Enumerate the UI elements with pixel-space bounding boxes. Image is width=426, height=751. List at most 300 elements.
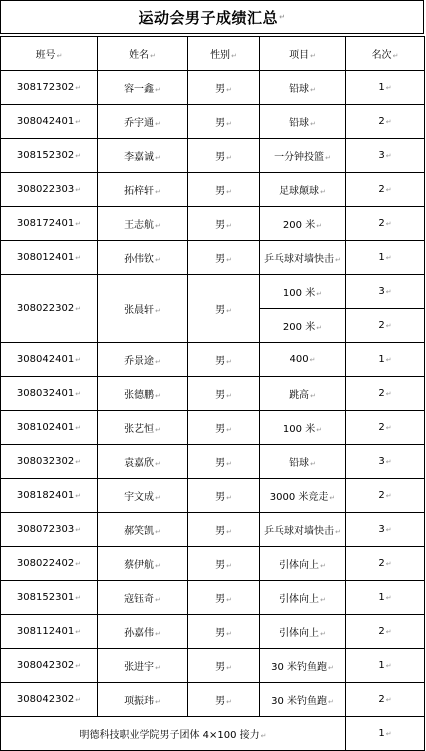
rank-cell	[346, 513, 425, 547]
table-row	[1, 513, 425, 547]
event-cell-text: 30 米钓鱼跑	[271, 662, 328, 673]
paragraph-mark: ↵	[385, 288, 392, 296]
class-cell-text: 308042401	[16, 116, 75, 127]
table-row	[1, 71, 425, 105]
paragraph-mark: ↵	[335, 528, 341, 536]
gender-cell-text: 男	[215, 594, 226, 605]
event-cell	[260, 411, 346, 445]
event-cell	[260, 377, 346, 411]
paragraph-mark: ↵	[226, 630, 232, 638]
event-cell-text: 30 米钓鱼跑	[271, 696, 328, 707]
rank-cell-text: 2	[378, 116, 385, 127]
paragraph-mark: ↵	[310, 52, 316, 60]
paragraph-mark: ↵	[75, 390, 82, 398]
paragraph-mark: ↵	[385, 84, 392, 92]
paragraph-mark: ↵	[155, 460, 161, 468]
rank-cell	[346, 479, 425, 513]
gender-cell	[188, 411, 260, 445]
gender-cell	[188, 649, 260, 683]
event-cell	[260, 513, 346, 547]
paragraph-mark: ↵	[385, 526, 392, 534]
rank-cell-text: 1	[378, 82, 385, 93]
name-cell	[98, 513, 188, 547]
header-event-text: 项目	[289, 50, 310, 61]
gender-cell-text: 男	[215, 696, 226, 707]
page-title	[0, 0, 424, 34]
gender-cell	[188, 71, 260, 105]
rank-cell-text: 2	[378, 558, 385, 569]
class-cell	[1, 207, 98, 241]
rank-cell-text: 2	[378, 388, 385, 399]
name-cell-text: 乔宇通	[124, 118, 155, 129]
paragraph-mark: ↵	[310, 460, 316, 468]
gender-cell	[188, 547, 260, 581]
gender-cell	[188, 105, 260, 139]
event-cell	[260, 173, 346, 207]
rank-cell	[346, 275, 425, 309]
rank-cell	[346, 377, 425, 411]
table-row	[1, 343, 425, 377]
paragraph-mark: ↵	[385, 628, 392, 636]
paragraph-mark: ↵	[385, 594, 392, 602]
rank-cell-text: 1	[378, 592, 385, 603]
paragraph-mark: ↵	[309, 356, 316, 364]
gender-cell	[188, 275, 260, 343]
class-cell-text: 308182401	[16, 490, 75, 501]
event-cell	[260, 547, 346, 581]
rank-cell	[346, 207, 425, 241]
gender-cell-text: 男	[215, 220, 226, 231]
class-cell-text: 308112401	[16, 626, 75, 637]
class-cell	[1, 71, 98, 105]
rank-cell-text: 1	[378, 660, 385, 671]
paragraph-mark: ↵	[75, 254, 82, 262]
gender-cell-text: 男	[215, 526, 226, 537]
class-cell-text: 308042302	[16, 694, 75, 705]
rank-cell-text: 2	[378, 694, 385, 705]
paragraph-mark: ↵	[226, 426, 232, 434]
gender-cell	[188, 343, 260, 377]
gender-cell-text: 男	[215, 458, 226, 469]
name-cell	[98, 275, 188, 343]
paragraph-mark: ↵	[226, 596, 232, 604]
relay-rank-cell-text: 1	[378, 728, 385, 739]
rank-cell-text: 2	[378, 320, 385, 331]
rank-cell	[346, 309, 425, 343]
paragraph-mark: ↵	[316, 222, 323, 230]
rank-cell	[346, 683, 425, 717]
paragraph-mark: ↵	[155, 188, 161, 196]
gender-cell	[188, 139, 260, 173]
name-cell-text: 孙伟钦	[124, 254, 155, 265]
class-cell-text: 308022303	[16, 184, 75, 195]
name-cell-text: 张德鹏	[124, 390, 155, 401]
event-cell	[260, 275, 346, 309]
paragraph-mark: ↵	[385, 424, 392, 432]
paragraph-mark: ↵	[310, 86, 316, 94]
paragraph-mark: ↵	[226, 460, 232, 468]
name-cell-text: 宇文成	[124, 492, 155, 503]
class-cell-text: 308172401	[16, 218, 75, 229]
name-cell	[98, 615, 188, 649]
results-table	[0, 36, 425, 751]
event-cell	[260, 649, 346, 683]
name-cell	[98, 241, 188, 275]
header-gender	[188, 37, 260, 71]
gender-cell	[188, 513, 260, 547]
class-cell	[1, 649, 98, 683]
paragraph-mark: ↵	[226, 562, 232, 570]
gender-cell	[188, 207, 260, 241]
event-cell	[260, 479, 346, 513]
paragraph-mark: ↵	[316, 324, 323, 332]
name-cell	[98, 343, 188, 377]
event-cell-text: 引体向上	[279, 628, 320, 639]
name-cell-text: 寇钰奇	[124, 594, 155, 605]
header-event	[260, 37, 346, 71]
paragraph-mark: ↵	[75, 424, 82, 432]
name-cell	[98, 479, 188, 513]
table-row	[1, 207, 425, 241]
paragraph-mark: ↵	[155, 630, 161, 638]
name-cell-text: 郝笑凯	[124, 526, 155, 537]
event-cell	[260, 71, 346, 105]
table-row	[1, 139, 425, 173]
name-cell-text: 袁嘉欣	[124, 458, 155, 469]
paragraph-mark: ↵	[316, 426, 323, 434]
class-cell	[1, 411, 98, 445]
class-cell-text: 308032401	[16, 388, 75, 399]
header-name	[98, 37, 188, 71]
paragraph-mark: ↵	[385, 390, 392, 398]
event-cell	[260, 105, 346, 139]
event-cell-text: 200 米	[282, 322, 316, 333]
paragraph-mark: ↵	[75, 492, 82, 500]
paragraph-mark: ↵	[226, 256, 232, 264]
class-cell	[1, 105, 98, 139]
paragraph-mark: ↵	[226, 307, 232, 315]
paragraph-mark: ↵	[226, 358, 232, 366]
paragraph-mark: ↵	[385, 696, 392, 704]
event-cell	[260, 581, 346, 615]
paragraph-mark: ↵	[75, 305, 82, 313]
gender-cell-text: 男	[215, 628, 226, 639]
paragraph-mark: ↵	[226, 222, 232, 230]
name-cell-text: 容一鑫	[124, 84, 155, 95]
name-cell-text: 蔡伊航	[124, 560, 155, 571]
gender-cell	[188, 241, 260, 275]
class-cell	[1, 547, 98, 581]
rank-cell	[346, 71, 425, 105]
name-cell	[98, 445, 188, 479]
class-cell	[1, 683, 98, 717]
class-cell-text: 308102401	[16, 422, 75, 433]
paragraph-mark: ↵	[329, 494, 336, 502]
event-cell-text: 引体向上	[279, 594, 320, 605]
event-cell	[260, 445, 346, 479]
paragraph-mark: ↵	[155, 392, 161, 400]
class-cell	[1, 343, 98, 377]
name-cell	[98, 139, 188, 173]
rank-cell-text: 2	[378, 218, 385, 229]
rank-cell-text: 2	[378, 626, 385, 637]
gender-cell-text: 男	[215, 254, 226, 265]
paragraph-mark: ↵	[75, 186, 82, 194]
name-cell	[98, 105, 188, 139]
class-cell-text: 308012401	[16, 252, 75, 263]
paragraph-mark: ↵	[75, 152, 82, 160]
table-row	[1, 615, 425, 649]
class-cell	[1, 377, 98, 411]
table-row	[1, 275, 425, 309]
paragraph-mark: ↵	[226, 698, 232, 706]
paragraph-mark: ↵	[155, 698, 161, 706]
relay-cell-text: 明德科技职业学院男子团体 4×100 接力	[79, 730, 260, 741]
paragraph-mark: ↵	[155, 222, 161, 230]
event-cell-text: 足球颠球	[279, 186, 320, 197]
rank-cell	[346, 343, 425, 377]
header-class	[1, 37, 98, 71]
class-cell	[1, 581, 98, 615]
table-row	[1, 411, 425, 445]
name-cell	[98, 71, 188, 105]
rank-cell-text: 3	[378, 456, 385, 467]
name-cell-text: 张进宇	[124, 662, 155, 673]
class-cell-text: 308152301	[16, 592, 75, 603]
event-cell	[260, 241, 346, 275]
event-cell	[260, 207, 346, 241]
name-cell	[98, 649, 188, 683]
rank-cell	[346, 615, 425, 649]
paragraph-mark: ↵	[226, 528, 232, 536]
table-row	[1, 173, 425, 207]
class-cell	[1, 275, 98, 343]
rank-cell	[346, 241, 425, 275]
paragraph-mark: ↵	[385, 186, 392, 194]
rank-cell-text: 3	[378, 150, 385, 161]
gender-cell-text: 男	[215, 356, 226, 367]
paragraph-mark: ↵	[385, 220, 392, 228]
header-rank	[346, 37, 425, 71]
paragraph-mark: ↵	[328, 698, 334, 706]
gender-cell-text: 男	[215, 305, 226, 316]
gender-cell	[188, 445, 260, 479]
rank-cell	[346, 649, 425, 683]
gender-cell	[188, 377, 260, 411]
paragraph-mark: ↵	[226, 154, 232, 162]
class-cell-text: 308152302	[16, 150, 75, 161]
class-cell-text: 308022402	[16, 558, 75, 569]
paragraph-mark: ↵	[75, 696, 82, 704]
paragraph-mark: ↵	[226, 494, 232, 502]
name-cell	[98, 411, 188, 445]
paragraph-mark: ↵	[75, 84, 82, 92]
event-cell-text: 100 米	[282, 288, 316, 299]
class-cell-text: 308172302	[16, 82, 75, 93]
event-cell-text: 铅球	[289, 84, 310, 95]
gender-cell-text: 男	[215, 560, 226, 571]
name-cell	[98, 173, 188, 207]
paragraph-mark: ↵	[155, 154, 161, 162]
header-rank-text: 名次	[371, 50, 392, 61]
paragraph-mark: ↵	[385, 118, 392, 126]
paragraph-mark: ↵	[75, 458, 82, 466]
rank-cell	[346, 139, 425, 173]
header-class-text: 班号	[35, 50, 56, 61]
gender-cell-text: 男	[215, 118, 226, 129]
rank-cell-text: 2	[378, 184, 385, 195]
paragraph-mark: ↵	[320, 630, 326, 638]
gender-cell	[188, 581, 260, 615]
rank-cell-text: 3	[378, 524, 385, 535]
paragraph-mark: ↵	[155, 664, 161, 672]
name-cell-text: 张艺恒	[124, 424, 155, 435]
gender-cell-text: 男	[215, 186, 226, 197]
table-row	[1, 683, 425, 717]
name-cell-text: 李嘉诚	[124, 152, 155, 163]
paragraph-mark: ↵	[385, 356, 392, 364]
paragraph-mark: ↵	[155, 358, 161, 366]
gender-cell-text: 男	[215, 390, 226, 401]
paragraph-mark: ↵	[231, 52, 237, 60]
paragraph-mark: ↵	[75, 118, 82, 126]
gender-cell	[188, 683, 260, 717]
event-cell-text: 铅球	[289, 458, 310, 469]
gender-cell-text: 男	[215, 84, 226, 95]
paragraph-mark: ↵	[335, 256, 341, 264]
rank-cell	[346, 411, 425, 445]
rank-cell-text: 3	[378, 286, 385, 297]
gender-cell-text: 男	[215, 662, 226, 673]
rank-cell	[346, 173, 425, 207]
paragraph-mark: ↵	[385, 492, 392, 500]
event-cell	[260, 309, 346, 343]
class-cell	[1, 173, 98, 207]
paragraph-mark: ↵	[385, 662, 392, 670]
paragraph-mark: ↵	[310, 120, 316, 128]
gender-cell-text: 男	[215, 492, 226, 503]
rank-cell-text: 1	[378, 354, 385, 365]
paragraph-mark: ↵	[385, 254, 392, 262]
paragraph-mark: ↵	[385, 152, 392, 160]
paragraph-mark: ↵	[392, 52, 399, 60]
paragraph-mark: ↵	[316, 290, 323, 298]
paragraph-mark: ↵	[75, 356, 82, 364]
paragraph-mark: ↵	[155, 528, 161, 536]
rank-cell-text: 2	[378, 422, 385, 433]
paragraph-mark: ↵	[75, 594, 82, 602]
table-row	[1, 241, 425, 275]
paragraph-mark: ↵	[310, 392, 316, 400]
relay-rank-cell	[346, 717, 425, 751]
paragraph-mark: ↵	[320, 562, 326, 570]
rank-cell	[346, 445, 425, 479]
paragraph-mark: ↵	[155, 120, 161, 128]
name-cell-text: 王志航	[124, 220, 155, 231]
gender-cell-text: 男	[215, 152, 226, 163]
paragraph-mark: ↵	[56, 52, 63, 60]
paragraph-mark: ↵	[385, 322, 392, 330]
name-cell-text: 乔景途	[124, 356, 155, 367]
paragraph-mark: ↵	[155, 562, 161, 570]
paragraph-mark: ↵	[155, 256, 161, 264]
gender-cell-text: 男	[215, 424, 226, 435]
name-cell-text: 孙嘉伟	[124, 628, 155, 639]
paragraph-mark: ↵	[320, 596, 326, 604]
paragraph-mark: ↵	[320, 188, 326, 196]
class-cell	[1, 513, 98, 547]
class-cell	[1, 615, 98, 649]
paragraph-mark: ↵	[226, 664, 232, 672]
header-gender-text: 性别	[210, 50, 231, 61]
title-text: 运动会男子成绩汇总	[138, 8, 279, 27]
event-cell-text: 乒乓球对墙快击	[264, 526, 335, 537]
table-row	[1, 377, 425, 411]
event-cell-text: 3000 米竞走	[269, 492, 329, 503]
event-cell-text: 一分钟投篮	[274, 152, 325, 163]
table-row	[1, 581, 425, 615]
rank-cell	[346, 105, 425, 139]
paragraph-mark: ↵	[226, 120, 232, 128]
class-cell-text: 308032302	[16, 456, 75, 467]
paragraph-mark: ↵	[226, 188, 232, 196]
class-cell	[1, 479, 98, 513]
class-cell	[1, 241, 98, 275]
event-cell	[260, 615, 346, 649]
class-cell-text: 308042302	[16, 660, 75, 671]
paragraph-mark: ↵	[385, 730, 392, 738]
table-row	[1, 105, 425, 139]
gender-cell	[188, 479, 260, 513]
header-row	[1, 37, 425, 71]
rank-cell-text: 1	[378, 252, 385, 263]
name-cell	[98, 581, 188, 615]
table-row	[1, 649, 425, 683]
event-cell	[260, 139, 346, 173]
name-cell-text: 拓梓轩	[124, 186, 155, 197]
name-cell	[98, 207, 188, 241]
table-row	[1, 547, 425, 581]
paragraph-mark: ↵	[75, 526, 82, 534]
class-cell-text: 308022302	[16, 303, 75, 314]
paragraph-mark: ↵	[75, 220, 82, 228]
relay-cell	[1, 717, 346, 751]
event-cell	[260, 683, 346, 717]
class-cell	[1, 139, 98, 173]
rank-cell	[346, 547, 425, 581]
event-cell-text: 400	[289, 354, 309, 365]
paragraph-mark: ↵	[75, 560, 82, 568]
name-cell-text: 张晨轩	[124, 305, 155, 316]
rank-cell	[346, 581, 425, 615]
paragraph-mark: ↵	[155, 307, 161, 315]
class-cell-text: 308042401	[16, 354, 75, 365]
name-cell-text: 项振玮	[124, 696, 155, 707]
relay-row	[1, 717, 425, 751]
event-cell-text: 200 米	[282, 220, 316, 231]
paragraph-mark: ↵	[385, 458, 392, 466]
class-cell-text: 308072303	[16, 524, 75, 535]
paragraph-mark: ↵	[279, 13, 286, 21]
event-cell-text: 铅球	[289, 118, 310, 129]
paragraph-mark: ↵	[325, 154, 331, 162]
name-cell	[98, 377, 188, 411]
paragraph-mark: ↵	[75, 628, 82, 636]
event-cell-text: 乒乓球对墙快击	[264, 254, 335, 265]
paragraph-mark: ↵	[385, 560, 392, 568]
paragraph-mark: ↵	[155, 426, 161, 434]
paragraph-mark: ↵	[226, 86, 232, 94]
